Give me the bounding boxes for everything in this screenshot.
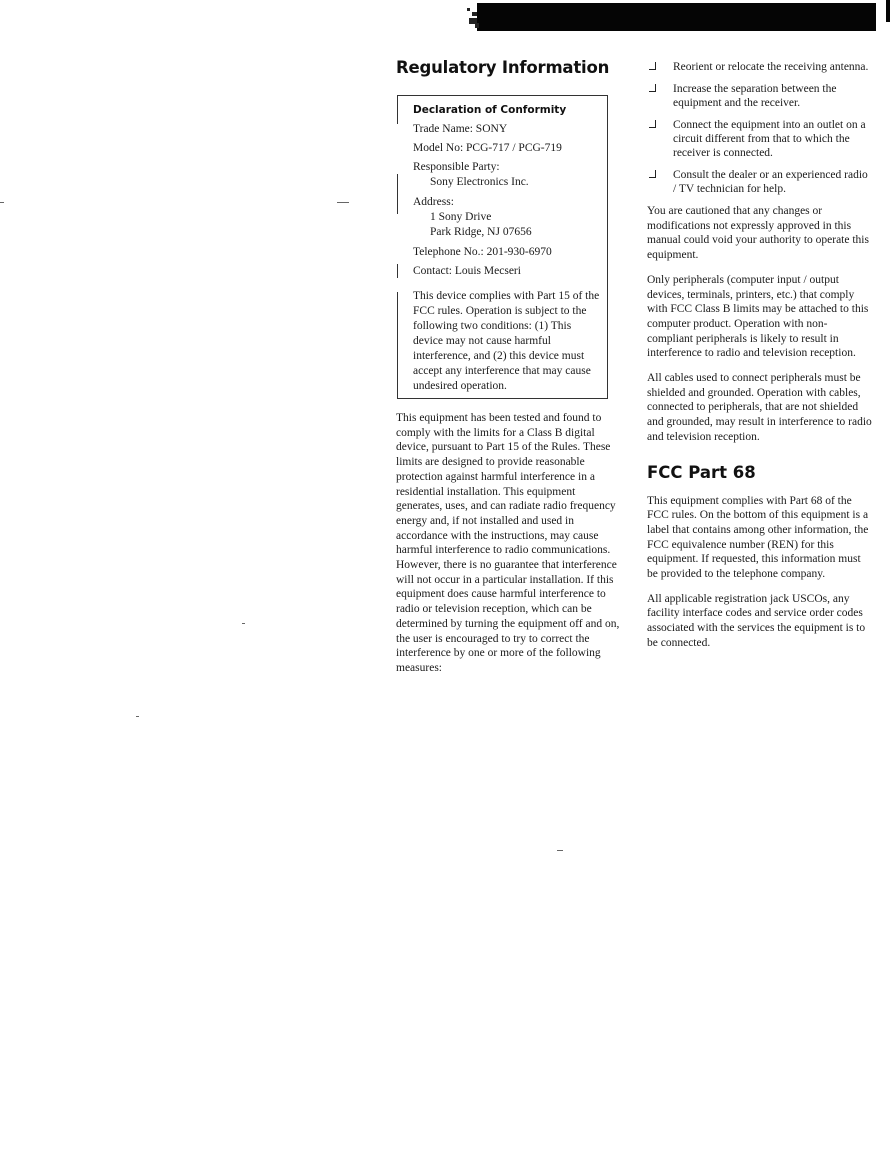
interference-measures-list [647, 60, 872, 196]
scan-speck [0, 202, 4, 203]
address-line-2: Park Ridge, NJ 07656 [430, 226, 532, 238]
changes-warning-paragraph: You are cautioned that any changes or modifications not expressly approved in this manual could void your authority to operate this equipment. [647, 205, 869, 262]
fcc-part-68-paragraph-2: All applicable registration jack USCOs, any facility interface codes and service order codes associated with the services the equipment is to be connected. [647, 592, 866, 649]
list-item [647, 168, 872, 196]
page-title: Regulatory Information [396, 58, 610, 77]
scan-speck [557, 850, 563, 851]
measure-text: Consult the dealer or an experienced radio / TV technician for help. [673, 169, 868, 195]
scan-artifact [465, 6, 481, 30]
checkbox-bullet-icon [649, 84, 656, 92]
checkbox-bullet-icon [649, 120, 656, 128]
header-bar-edge [886, 0, 890, 22]
declaration-title: Declaration of Conformity [413, 104, 567, 116]
address-label: Address: [413, 196, 454, 208]
trade-name: Trade Name: SONY [413, 123, 508, 135]
header-bar [477, 3, 876, 31]
measure-text: Reorient or relocate the receiving antenna. [673, 61, 869, 73]
responsible-party-value: Sony Electronics Inc. [430, 176, 529, 188]
right-column [647, 60, 872, 661]
address [413, 195, 603, 240]
list-item [647, 82, 872, 110]
fcc-part-68-heading: FCC Part 68 [647, 462, 756, 482]
fcc-part-68-paragraph-1: This equipment complies with Part 68 of the FCC rules. On the bottom of this equipment is a label that contains among other information, the FCC equivalence number (REN) for this equipment. If requested, this information must be provided to the telephone company. [647, 494, 869, 581]
contact-name: Contact: Louis Mecseri [413, 265, 521, 277]
cables-paragraph: All cables used to connect peripherals must be shielded and grounded. Operation with cables, connected to peripherals, that are not shielded and grounded, may result in interference to radio and television reception. [647, 372, 872, 443]
address-line-1: 1 Sony Drive [430, 211, 492, 223]
measure-text: Connect the equipment into an outlet on a circuit different from that to which the receiver is connected. [673, 119, 866, 159]
scan-speck [242, 623, 245, 624]
declaration-of-conformity-box [397, 95, 608, 399]
responsible-party-label: Responsible Party: [413, 161, 500, 173]
measure-text: Increase the separation between the equipment and the receiver. [673, 83, 837, 109]
list-item [647, 60, 872, 74]
telephone-number: Telephone No.: 201-930-6970 [413, 246, 552, 258]
checkbox-bullet-icon [649, 170, 656, 178]
class-b-section [396, 411, 621, 676]
class-b-paragraph: This equipment has been tested and found to comply with the limits for a Class B digital device, pursuant to Part 15 of the Rules. These limits are designed to provide reasonable protection against harmful interference in a residential installation. This equipment generates, uses, and can radiate radio frequency energy and, if not installed and used in accordance with the instructions, may cause harmful interference to radio communications. However, there is no guarantee that interference will not occur in a particular installation. If this equipment does cause harmful interference to radio or television reception, which can be determined by turning the equipment off and on, the user is encouraged to try to correct the interference by one or more of the following measures: [396, 412, 620, 674]
model-number: Model No: PCG-717 / PCG-719 [413, 142, 562, 154]
peripherals-paragraph: Only peripherals (computer input / output devices, terminals, printers, etc.) that comply with FCC Class B limits may be attached to this computer product. Operation with non-compliant peripherals is likely to result in interference to radio and television reception. [647, 273, 869, 360]
part15-compliance-statement: This device complies with Part 15 of the FCC rules. Operation is subject to the following two conditions: (1) This device may not cause harmful interference, and (2) this device must accept any interference that may cause undesired operation. [413, 290, 600, 392]
scan-speck [136, 716, 139, 717]
left-column [396, 58, 622, 77]
checkbox-bullet-icon [649, 62, 656, 70]
scan-speck [337, 202, 349, 203]
responsible-party [413, 160, 603, 190]
list-item [647, 118, 872, 160]
